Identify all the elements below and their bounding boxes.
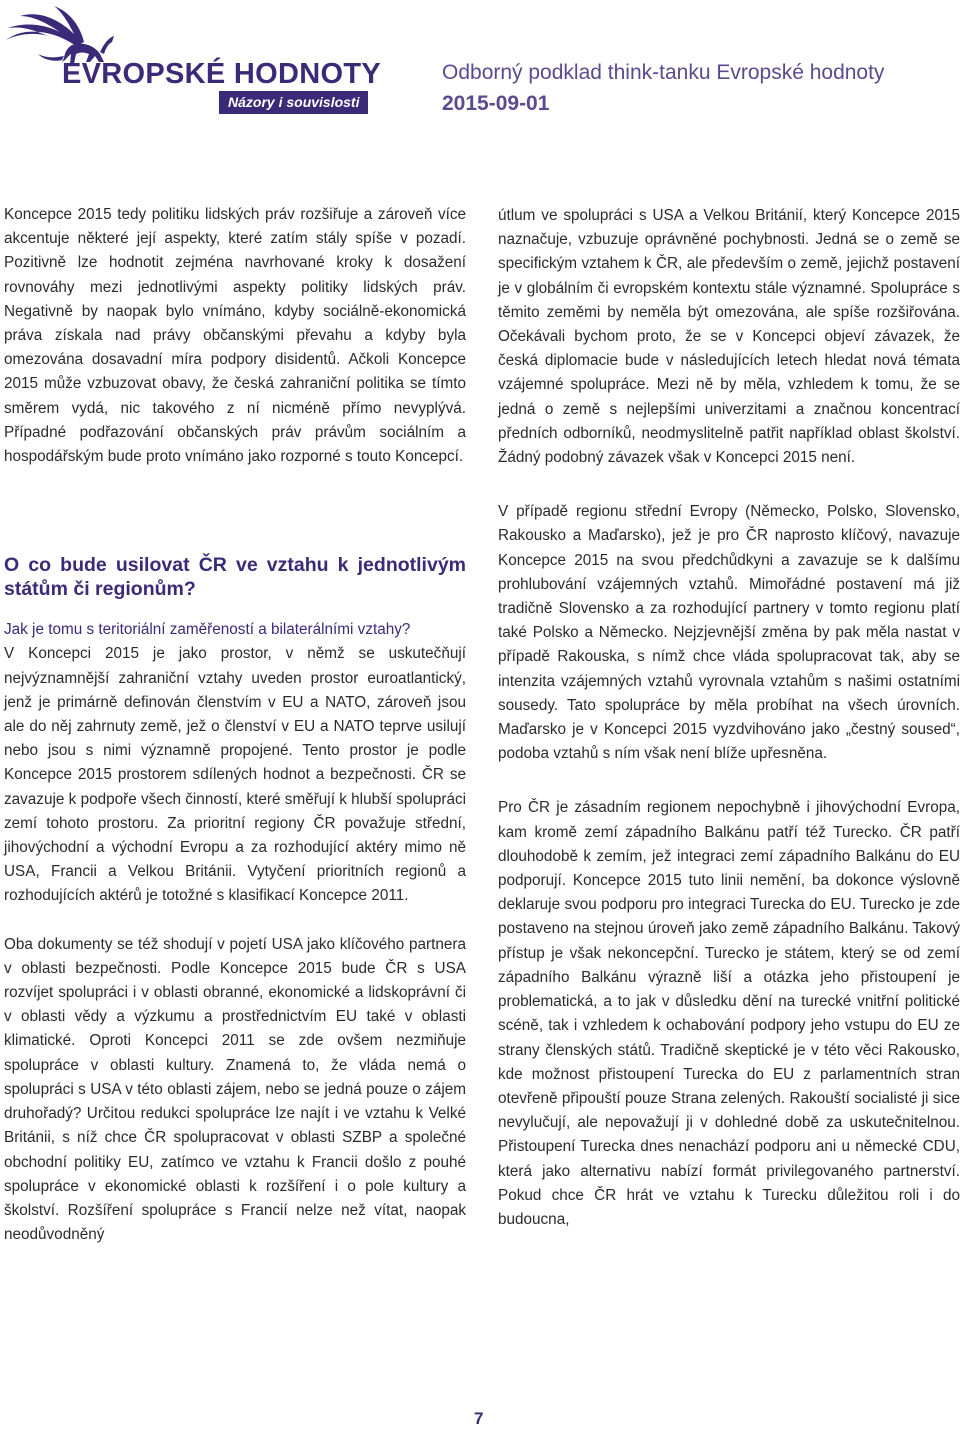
right-paragraph-1: útlum ve spolupráci s USA a Velkou Británií, který Koncepce 2015 naznačuje, vzbuzuje oprávněné pochybnosti. Jedná se o země se specifickým vztahem k ČR, ale především o země, jejichž postavení je v globálním či evropském kontextu stále významné. Spolupráce s těmito zeměmi by neměla být omezována, ale spíše rozšiřována. Očekávali bychom proto, že se v Koncepci objeví závazek, že česká diplomacie bude v následujících letech hledat nová témata vzájemné spolupráce. Mezi ně by měla, vzhledem k tomu, že se jedná o země s nejlepšími univerzitami a značnou koncentrací předních odborníků, neodmyslitelně patřit například oblast školství. Žádný podobný závazek však v Koncepci 2015 není. <box>498 207 960 467</box>
page-header <box>0 0 960 130</box>
right-column <box>498 204 960 1232</box>
left-column <box>4 203 466 1247</box>
left-paragraph-3: Oba dokumenty se též shodují v pojetí USA jako klíčového partnera v oblasti bezpečnosti. Podle Koncepce 2015 bude ČR s USA rozvíjet spolupráci i v oblasti obranné, ekonomické a lidskoprávní či v oblasti vědy a výzkumu a prostřednictvím EU také v oblasti klimatické. Oproti Koncepci 2011 se zde ovšem nezmiňuje spolupráce v oblasti kultury. Znamená to, že vláda nemá o spolupráci s USA v této oblasti zájem, nebo se jedná pouze o zájem druhořadý? Určitou redukci spolupráce lze najít i ve vztahu k Velké Británii, s níž chce ČR spolupracovat v oblasti SZBP a společné obchodní politiky EU, zatímco ve vztahu k Francii došlo z pouhé spolupráce v ekonomické oblasti k rozšíření i o pole kultury a školství. Rozšíření spolupráce s Francií nelze než vítat, naopak neodůvodněný <box>4 935 466 1244</box>
section-question: Jak je tomu s teritoriální zaměřeností a bilaterálními vztahy? <box>4 621 411 639</box>
section-heading: O co bude usilovat ČR ve vztahu k jednotlivým státům či regionům? <box>4 554 466 601</box>
right-paragraph-2: V případě regionu střední Evropy (Německo, Polsko, Slovensko, Rakousko a Maďarsko), jež je pro ČR naprosto klíčový, navazuje Koncepce 2015 na svou předchůdkyni a zavazuje se k dalšímu prohlubování vzájemných vztahů. Mimořádné postavení má již tradičně Slovensko a za rozhodující partnery v tomto regionu platí také Polsko a Německo. Nejzjevnější změna by pak měla nastat v případě Rakouska, s nímž chce vláda spolupracovat tak, aby se intenzita vzájemných vztahů vyrovnala vztahům s našimi ostatními sousedy. Tato spolupráce by měla probíhat na všech úrovních. Maďarsko je v Koncepci 2015 vyzdvihováno jako „čestný soused“, podoba vztahů s ním však není blíže upřesněna. <box>498 503 960 763</box>
left-paragraph-2: V Koncepci 2015 je jako prostor, v němž se uskutečňují nejvýznamnější zahraniční vztahy uveden prostor euroatlantický, jenž je primárně definován členstvím v EU a NATO, zároveň jsou ale do něj zahrnuty země, jež o členství v EU a NATO teprve usilují nebo jsou s nimi významně propojené. Tento prostor je podle Koncepce 2015 prostorem sdílených hodnot a bezpečnosti. ČR se zavazuje k podpoře všech činností, které směřují k hlubší spolupráci zemí tohoto prostoru. Za prioritní regiony ČR považuje střední, jihovýchodní a východní Evropu a za rozhodující aktéry mimo ně USA, Francii a Velkou Británii. Vytyčení prioritních regionů a rozhodujících aktérů je totožné s klasifikací Koncepce 2011. <box>4 645 466 905</box>
page-number: 7 <box>474 1409 484 1428</box>
left-paragraph-1: Koncepce 2015 tedy politiku lidských práv rozšiřuje a zároveň více akcentuje některé její aspekty, které zatím stály spíše v pozadí. Pozitivně lze hodnotit zejména navrhované kroky k dosažení rovnováhy mezi jednotlivými aspekty politiky lidských práv. Negativně by naopak bylo vnímáno, kdyby sociálně-ekonomická práva získala nad právy občanskými převahu a kdyby byla omezována dosavadní míra podpory disidentů. Ačkoli Koncepce 2015 může vzbuzovat obavy, že česká zahraniční politika se tímto směrem vydá, nic takového z ní nicméně přímo nevyplývá. Případné podřazování občanských práv právům sociálním a hospodářským bude proto vnímáno jako rozporné s touto Koncepcí. <box>4 206 466 466</box>
brand-title: EVROPSKÉ HODNOTY <box>62 58 382 90</box>
document-title: Odborný podklad think-tanku Evropské hodnoty <box>442 61 885 84</box>
right-paragraph-3: Pro ČR je zásadním regionem nepochybně i jihovýchodní Evropa, kam kromě zemí západního Balkánu patří též Turecko. ČR patří dlouhodobě k zemím, jež integraci zemí západního Balkánu do EU podporují. Koncepce 2015 tuto linii nemění, ba dokonce výslovně deklaruje svou podporu pro integraci Turecka do EU. Turecko je zde postaveno na stejnou úroveň jako země západního Balkánu. Takový přístup je však nekoncepční. Turecko je státem, který se od zemí západního Balkánu výrazně liší a otázka jeho přistoupení je problematická, a to jak v důsledku dění na turecké vnitřní politické scéně, tak i vzhledem k ochabování podpory jeho vstupu do EU ze strany členských států. Tradičně skeptické je v této věci Rakousko, kde možnost přistoupení Turecka do EU z parlamentních stran otevřeně připouští pouze Strana zelených. Rakouští socialisté ji sice nevylučují, ale nepovažují ji v dohledné době za uskutečnitelnou. Přistoupení Turecka dnes nenachází podporu ani u německé CDU, která jako alternativu nabízí formát privilegovaného partnerství. Pokud chce ČR hrát ve vztahu k Turecku důležitou roli i do budoucna, <box>498 799 960 1228</box>
document-date: 2015-09-01 <box>442 92 550 115</box>
brand-subtitle: Názory i souvislosti <box>219 91 368 114</box>
